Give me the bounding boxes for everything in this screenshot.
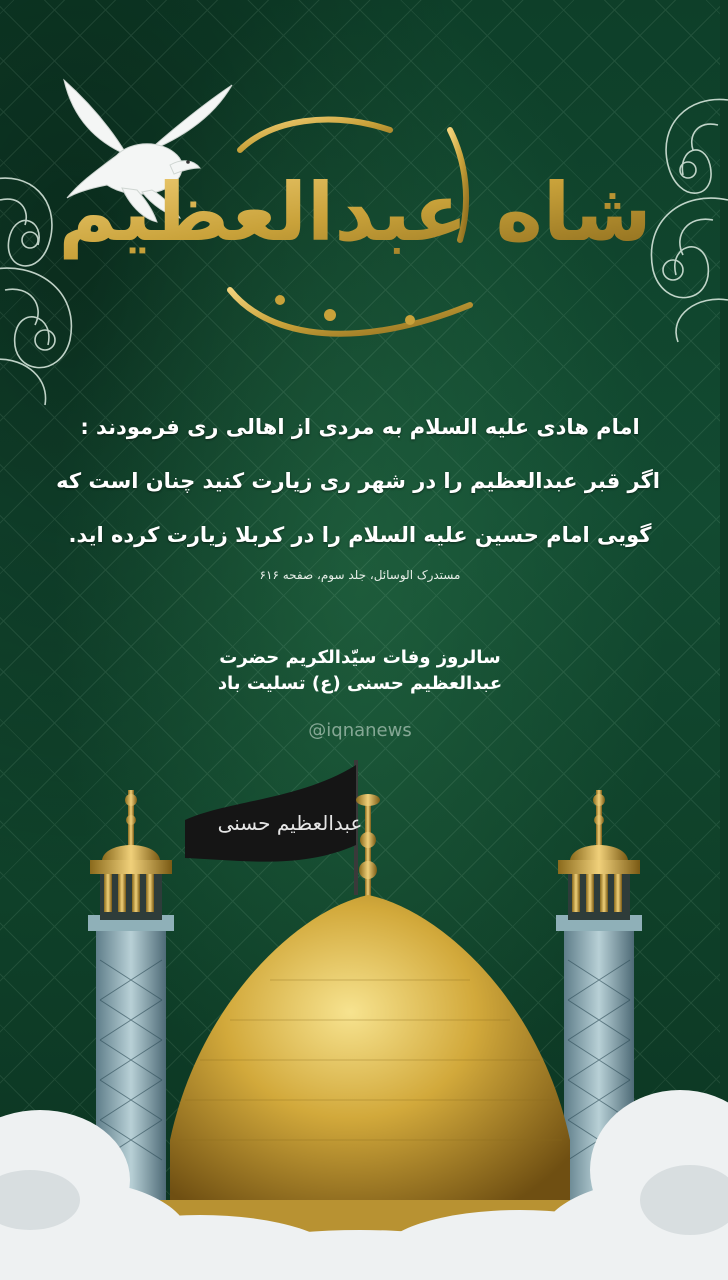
golden-dome <box>170 895 570 1230</box>
condolence-line-1: سالروز وفات سیّدالکریم حضرت <box>219 647 501 668</box>
hadith-text <box>56 400 660 562</box>
calligraphy-logo <box>58 90 652 360</box>
hadith-line-1: امام هادی علیه السلام به مردی از اهالی ری فرمودند : <box>80 415 640 439</box>
social-handle: @iqnanews <box>308 720 412 741</box>
calligraphy-text: شاه عبدالعظیم <box>58 166 652 259</box>
condolence-line-2: عبدالعظیم حسنی (ع) تسلیت باد <box>217 673 503 694</box>
black-flag <box>185 760 362 895</box>
condolence-message <box>160 645 560 697</box>
hadith-line-3: گویی امام حسین علیه السلام را در کربلا زیارت کرده اید. <box>68 523 652 547</box>
hadith-line-2: اگر قبر عبدالعظیم را در شهر ری زیارت کنید چنان است که <box>56 469 660 493</box>
hadith-source: مستدرک الوسائل، جلد سوم، صفحه ۶۱۶ <box>259 568 461 582</box>
shrine-illustration <box>0 760 720 1280</box>
flag-text: عبدالعظیم حسنی <box>217 811 363 835</box>
dome-finial <box>356 794 380 900</box>
